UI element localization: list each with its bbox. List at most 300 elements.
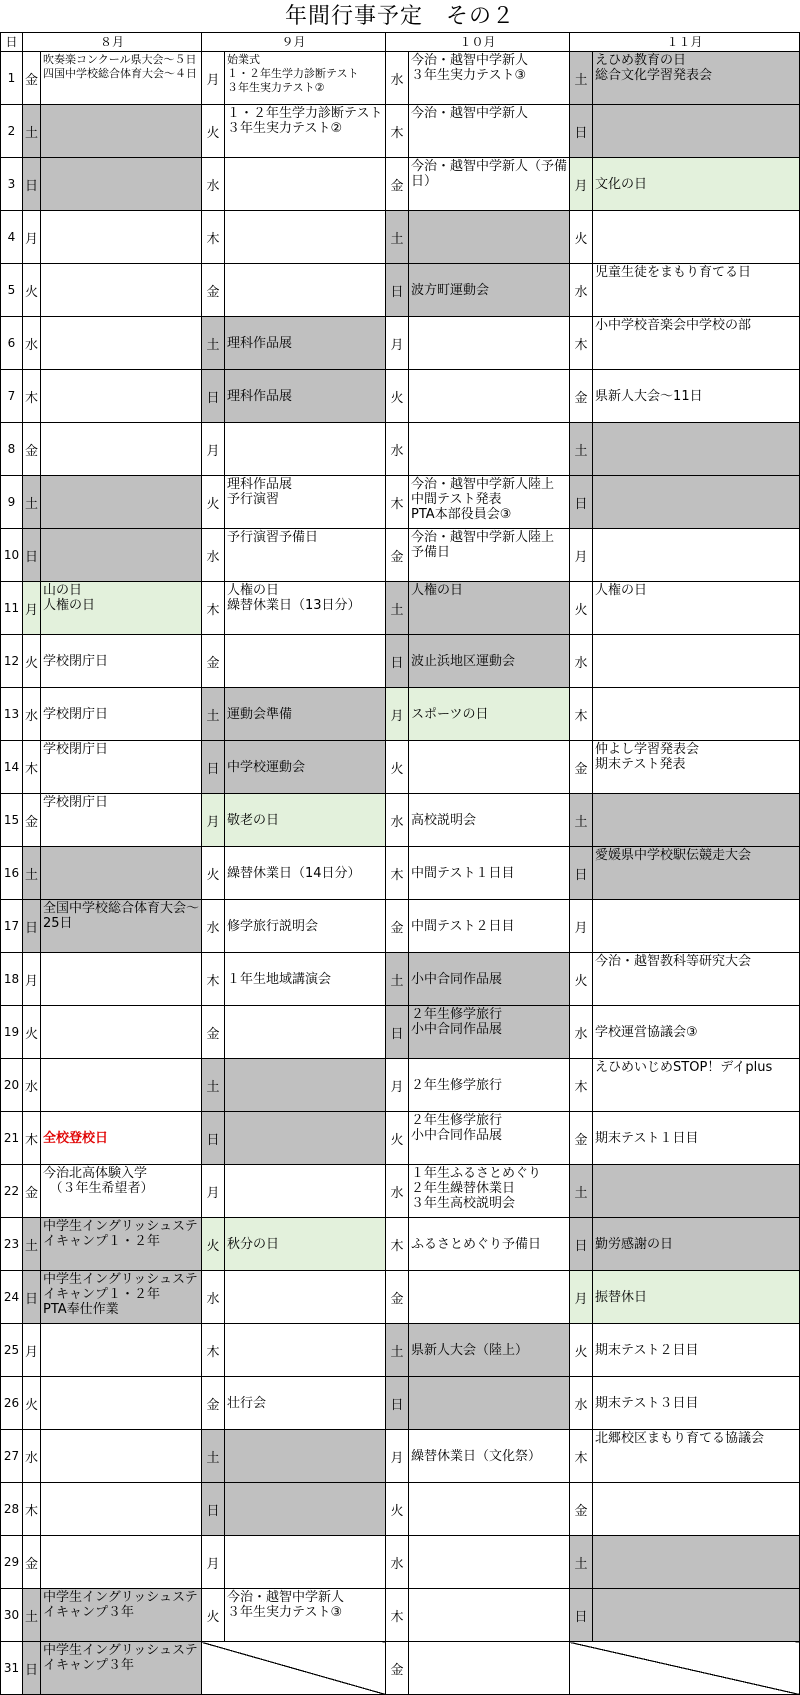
sep-event: 今治・越智中学新人 ３年生実力テスト③ [225,1589,386,1642]
sep-weekday: 月 [202,423,225,476]
nov-weekday: 金 [570,1483,593,1536]
nov-weekday: 月 [570,1271,593,1324]
nov-weekday: 土 [570,423,593,476]
oct-event: ２年生修学旅行 小中合同作品展 [409,1112,570,1165]
oct-event [409,317,570,370]
day-row-21 [1,1112,800,1165]
day-number: 16 [1,847,23,900]
sep-weekday: 日 [202,1112,225,1165]
header-month-oct: １０月 [386,33,570,52]
day-number: 6 [1,317,23,370]
nov-event [593,105,800,158]
nov-event [593,423,800,476]
nov-weekday: 水 [570,1377,593,1430]
sep-weekday: 水 [202,158,225,211]
sep-weekday: 火 [202,1589,225,1642]
sep-event: 始業式 １・２年生学力診断テスト ３年生実力テスト② [225,52,386,105]
oct-event [409,1536,570,1589]
nov-event: 小中学校音楽会中学校の部 [593,317,800,370]
oct-event: ２年生修学旅行 小中合同作品展 [409,1006,570,1059]
oct-weekday: 金 [386,1271,409,1324]
oct-weekday: 土 [386,582,409,635]
day-number: 9 [1,476,23,529]
oct-weekday: 火 [386,1112,409,1165]
oct-weekday: 水 [386,794,409,847]
nov-event [593,794,800,847]
day-row-3 [1,158,800,211]
oct-weekday: 土 [386,953,409,1006]
aug-event: 中学生イングリッシュステイキャンプ１・２年 [41,1218,202,1271]
aug-event [41,953,202,1006]
aug-event [41,1059,202,1112]
day-number: 31 [1,1642,23,1695]
day-row-25 [1,1324,800,1377]
oct-event [409,1483,570,1536]
nov-weekday: 火 [570,582,593,635]
day-row-8 [1,423,800,476]
day-number: 26 [1,1377,23,1430]
nov-weekday: 木 [570,317,593,370]
aug-weekday: 土 [23,847,41,900]
sep-event: １年生地域講演会 [225,953,386,1006]
day-row-24 [1,1271,800,1324]
aug-weekday: 金 [23,1536,41,1589]
oct-weekday: 日 [386,1377,409,1430]
nov-weekday: 火 [570,211,593,264]
day-row-12 [1,635,800,688]
sep-event [225,264,386,317]
aug-event [41,476,202,529]
nov-weekday: 月 [570,158,593,211]
nov-event: 期末テスト３日目 [593,1377,800,1430]
day-row-19 [1,1006,800,1059]
aug-weekday: 火 [23,1006,41,1059]
nov-weekday: 月 [570,529,593,582]
nov-event: 仲よし学習発表会 期末テスト発表 [593,741,800,794]
day-row-11 [1,582,800,635]
header-month-aug: ８月 [23,33,202,52]
day-number: 25 [1,1324,23,1377]
day-number: 23 [1,1218,23,1271]
oct-event [409,1271,570,1324]
oct-event: スポーツの日 [409,688,570,741]
oct-event: 今治・越智中学新人（予備日） [409,158,570,211]
nov-event: 愛媛県中学校駅伝競走大会 [593,847,800,900]
aug-weekday: 月 [23,1324,41,1377]
day-row-2 [1,105,800,158]
nov-weekday: 日 [570,1218,593,1271]
aug-weekday: 土 [23,1218,41,1271]
sep-weekday: 金 [202,1377,225,1430]
day-number: 21 [1,1112,23,1165]
nov-weekday: 金 [570,1112,593,1165]
aug-weekday: 月 [23,582,41,635]
day-number: 29 [1,1536,23,1589]
oct-weekday: 木 [386,1218,409,1271]
sep-event [225,1112,386,1165]
nov-weekday: 土 [570,794,593,847]
sep-event [225,1324,386,1377]
nov-event [593,529,800,582]
oct-event: 小中合同作品展 [409,953,570,1006]
aug-event [41,1430,202,1483]
aug-weekday: 火 [23,635,41,688]
oct-weekday: 木 [386,476,409,529]
oct-event [409,1377,570,1430]
sep-weekday: 土 [202,317,225,370]
nov-event: 文化の日 [593,158,800,211]
aug-weekday: 日 [23,900,41,953]
day-row-29 [1,1536,800,1589]
sep-weekday: 日 [202,741,225,794]
nov-event: 児童生徒をまもり育てる日 [593,264,800,317]
day-row-18 [1,953,800,1006]
header-row [1,33,800,52]
sep-weekday: 木 [202,582,225,635]
nov-event [593,900,800,953]
oct-weekday: 火 [386,370,409,423]
sep-event: 繰替休業日（14日分） [225,847,386,900]
day-number: 15 [1,794,23,847]
sep-weekday: 木 [202,953,225,1006]
aug-event: 学校閉庁日 [41,688,202,741]
aug-weekday: 火 [23,264,41,317]
aug-weekday: 金 [23,794,41,847]
aug-event [41,211,202,264]
day-row-10 [1,529,800,582]
oct-weekday: 金 [386,900,409,953]
oct-event: ２年生修学旅行 [409,1059,570,1112]
nov-weekday: 土 [570,1536,593,1589]
oct-weekday: 日 [386,635,409,688]
aug-event [41,847,202,900]
oct-weekday: 土 [386,211,409,264]
sep-event [225,1059,386,1112]
day-number: 12 [1,635,23,688]
day-number: 2 [1,105,23,158]
sep-weekday: 月 [202,52,225,105]
sep-event: 予行演習予備日 [225,529,386,582]
oct-event: 県新人大会（陸上） [409,1324,570,1377]
nov-event: えひめいじめSTOP！デイplus [593,1059,800,1112]
day-row-14 [1,741,800,794]
oct-weekday: 木 [386,847,409,900]
day-row-27 [1,1430,800,1483]
nov-event: 今治・越智教科等研究大会 [593,953,800,1006]
nov-event: えひめ教育の日 総合文化学習発表会 [593,52,800,105]
sep-weekday: 木 [202,211,225,264]
oct-weekday: 水 [386,423,409,476]
oct-event: 今治・越智中学新人 ３年生実力テスト③ [409,52,570,105]
day-row-5 [1,264,800,317]
day-number: 11 [1,582,23,635]
nov-event [593,1589,800,1642]
sep-event: 秋分の日 [225,1218,386,1271]
sep-weekday: 月 [202,1536,225,1589]
day-row-13 [1,688,800,741]
aug-event: 学校閉庁日 [41,635,202,688]
oct-event [409,423,570,476]
aug-event: 中学生イングリッシュステイキャンプ３年 [41,1642,202,1695]
sep-weekday: 月 [202,1165,225,1218]
aug-event [41,529,202,582]
day-row-1 [1,52,800,105]
day-row-16 [1,847,800,900]
aug-event: 中学生イングリッシュステイキャンプ１・２年 PTA奉仕作業 [41,1271,202,1324]
day-number: 1 [1,52,23,105]
oct-event: 人権の日 [409,582,570,635]
nov-weekday: 月 [570,900,593,953]
nov-event: 振替休日 [593,1271,800,1324]
page-title: 年間行事予定 その２ [284,4,515,29]
aug-weekday: 日 [23,1271,41,1324]
sep-weekday: 火 [202,1218,225,1271]
day-row-28 [1,1483,800,1536]
nov-weekday: 水 [570,1006,593,1059]
aug-weekday: 水 [23,317,41,370]
header-day: 日 [1,33,23,52]
aug-weekday: 月 [23,953,41,1006]
aug-event [41,1536,202,1589]
sep-event [225,1006,386,1059]
nov-weekday: 火 [570,953,593,1006]
sep-event: 壮行会 [225,1377,386,1430]
nov-event: 期末テスト２日目 [593,1324,800,1377]
sep-weekday: 金 [202,1006,225,1059]
sep-event [225,1536,386,1589]
aug-weekday: 木 [23,370,41,423]
aug-event [41,423,202,476]
oct-event: 今治・越智中学新人陸上 中間テスト発表 PTA本部役員会③ [409,476,570,529]
aug-weekday: 日 [23,529,41,582]
nov-weekday: 日 [570,105,593,158]
aug-weekday: 水 [23,688,41,741]
day-number: 7 [1,370,23,423]
nov-weekday: 日 [570,1589,593,1642]
sep-weekday: 土 [202,1059,225,1112]
day-number: 18 [1,953,23,1006]
nov-weekday: 日 [570,476,593,529]
sep-weekday: 日 [202,1483,225,1536]
nov-weekday: 木 [570,1059,593,1112]
sep-weekday: 土 [202,1430,225,1483]
oct-event: 波止浜地区運動会 [409,635,570,688]
day-row-31 [1,1642,800,1695]
oct-weekday: 月 [386,1059,409,1112]
aug-event [41,317,202,370]
oct-event: 中間テスト２日目 [409,900,570,953]
oct-weekday: 金 [386,529,409,582]
nov-weekday: 木 [570,688,593,741]
nov-weekday: 土 [570,52,593,105]
aug-event: 中学生イングリッシュステイキャンプ３年 [41,1589,202,1642]
oct-weekday: 火 [386,741,409,794]
aug-weekday: 木 [23,1483,41,1536]
oct-event [409,211,570,264]
aug-event: 山の日 人権の日 [41,582,202,635]
aug-weekday: 木 [23,741,41,794]
nov-weekday: 金 [570,370,593,423]
day-row-22 [1,1165,800,1218]
oct-event [409,370,570,423]
nov-weekday: 水 [570,635,593,688]
sep-weekday: 火 [202,476,225,529]
oct-weekday: 木 [386,105,409,158]
day-number: 27 [1,1430,23,1483]
day-number: 8 [1,423,23,476]
nov-no-date-cell [570,1642,800,1695]
day-number: 14 [1,741,23,794]
sep-event: 人権の日 繰替休業日（13日分） [225,582,386,635]
oct-event: 繰替休業日（文化祭） [409,1430,570,1483]
day-number: 5 [1,264,23,317]
aug-event: 学校閉庁日 [41,741,202,794]
nov-event [593,476,800,529]
sep-weekday: 水 [202,900,225,953]
day-number: 10 [1,529,23,582]
sep-no-date-cell [202,1642,386,1695]
aug-weekday: 火 [23,1377,41,1430]
aug-event [41,1483,202,1536]
aug-event: 今治北高体験入学 （３年生希望者） [41,1165,202,1218]
day-number: 30 [1,1589,23,1642]
aug-event: 全校登校日 [41,1112,202,1165]
sep-event: 中学校運動会 [225,741,386,794]
nov-weekday: 日 [570,847,593,900]
sep-event [225,1271,386,1324]
oct-event [409,1642,570,1695]
sep-weekday: 水 [202,529,225,582]
aug-event [41,1377,202,1430]
sep-weekday: 土 [202,688,225,741]
oct-weekday: 火 [386,1483,409,1536]
nov-event: 人権の日 [593,582,800,635]
oct-event: 今治・越智中学新人 [409,105,570,158]
sep-event: 理科作品展 予行演習 [225,476,386,529]
aug-weekday: 水 [23,1059,41,1112]
nov-event: 県新人大会～11日 [593,370,800,423]
sep-event [225,635,386,688]
aug-weekday: 金 [23,52,41,105]
aug-weekday: 金 [23,423,41,476]
sep-event: １・２年生学力診断テスト ３年生実力テスト② [225,105,386,158]
nov-event [593,1536,800,1589]
oct-weekday: 土 [386,1324,409,1377]
sep-weekday: 火 [202,105,225,158]
sep-event [225,158,386,211]
oct-weekday: 水 [386,52,409,105]
oct-event: 高校説明会 [409,794,570,847]
oct-event [409,1589,570,1642]
oct-weekday: 金 [386,158,409,211]
oct-weekday: 日 [386,1006,409,1059]
sep-weekday: 日 [202,370,225,423]
nov-event [593,635,800,688]
oct-weekday: 月 [386,1430,409,1483]
nov-weekday: 土 [570,1165,593,1218]
aug-event: 学校閉庁日 [41,794,202,847]
nov-weekday: 火 [570,1324,593,1377]
nov-event: 学校運営協議会③ [593,1006,800,1059]
aug-weekday: 木 [23,1112,41,1165]
annual-schedule-table [0,32,800,1695]
oct-event [409,741,570,794]
oct-weekday: 金 [386,1642,409,1695]
aug-event [41,1324,202,1377]
day-row-15 [1,794,800,847]
day-number: 4 [1,211,23,264]
sep-event: 敬老の日 [225,794,386,847]
sep-event [225,211,386,264]
nov-event: 北郷校区まもり育てる協議会 [593,1430,800,1483]
sep-weekday: 水 [202,1271,225,1324]
oct-weekday: 木 [386,1589,409,1642]
oct-event: ふるさとめぐり予備日 [409,1218,570,1271]
aug-weekday: 日 [23,158,41,211]
aug-weekday: 日 [23,1642,41,1695]
day-number: 19 [1,1006,23,1059]
sep-weekday: 火 [202,847,225,900]
oct-event: 今治・越智中学新人陸上 予備日 [409,529,570,582]
day-number: 17 [1,900,23,953]
sep-weekday: 金 [202,635,225,688]
day-row-7 [1,370,800,423]
sep-event: 運動会準備 [225,688,386,741]
oct-event: 波方町運動会 [409,264,570,317]
sep-weekday: 木 [202,1324,225,1377]
day-row-23 [1,1218,800,1271]
sep-event [225,1165,386,1218]
nov-weekday: 水 [570,264,593,317]
header-month-sep: ９月 [202,33,386,52]
oct-weekday: 水 [386,1536,409,1589]
sep-event: 修学旅行説明会 [225,900,386,953]
header-month-nov: １１月 [570,33,800,52]
aug-event [41,370,202,423]
nov-event [593,1165,800,1218]
day-number: 13 [1,688,23,741]
sep-event [225,1430,386,1483]
oct-weekday: 日 [386,264,409,317]
oct-weekday: 月 [386,317,409,370]
day-number: 3 [1,158,23,211]
sep-weekday: 月 [202,794,225,847]
aug-weekday: 土 [23,1589,41,1642]
day-row-26 [1,1377,800,1430]
aug-event: 全国中学校総合体育大会～25日 [41,900,202,953]
nov-event: 勤労感謝の日 [593,1218,800,1271]
nov-weekday: 木 [570,1430,593,1483]
day-row-4 [1,211,800,264]
aug-weekday: 土 [23,476,41,529]
sep-event [225,1483,386,1536]
nov-event [593,1483,800,1536]
day-row-6 [1,317,800,370]
aug-weekday: 月 [23,211,41,264]
day-number: 28 [1,1483,23,1536]
aug-event: 吹奏楽コンクール県大会～５日 四国中学校総合体育大会～４日 [41,52,202,105]
day-number: 24 [1,1271,23,1324]
day-row-20 [1,1059,800,1112]
oct-event: 中間テスト１日目 [409,847,570,900]
aug-event [41,105,202,158]
oct-weekday: 水 [386,1165,409,1218]
aug-weekday: 水 [23,1430,41,1483]
nov-weekday: 金 [570,741,593,794]
oct-event: １年生ふるさとめぐり ２年生繰替休業日 ３年生高校説明会 [409,1165,570,1218]
nov-event: 期末テスト１日目 [593,1112,800,1165]
day-row-17 [1,900,800,953]
